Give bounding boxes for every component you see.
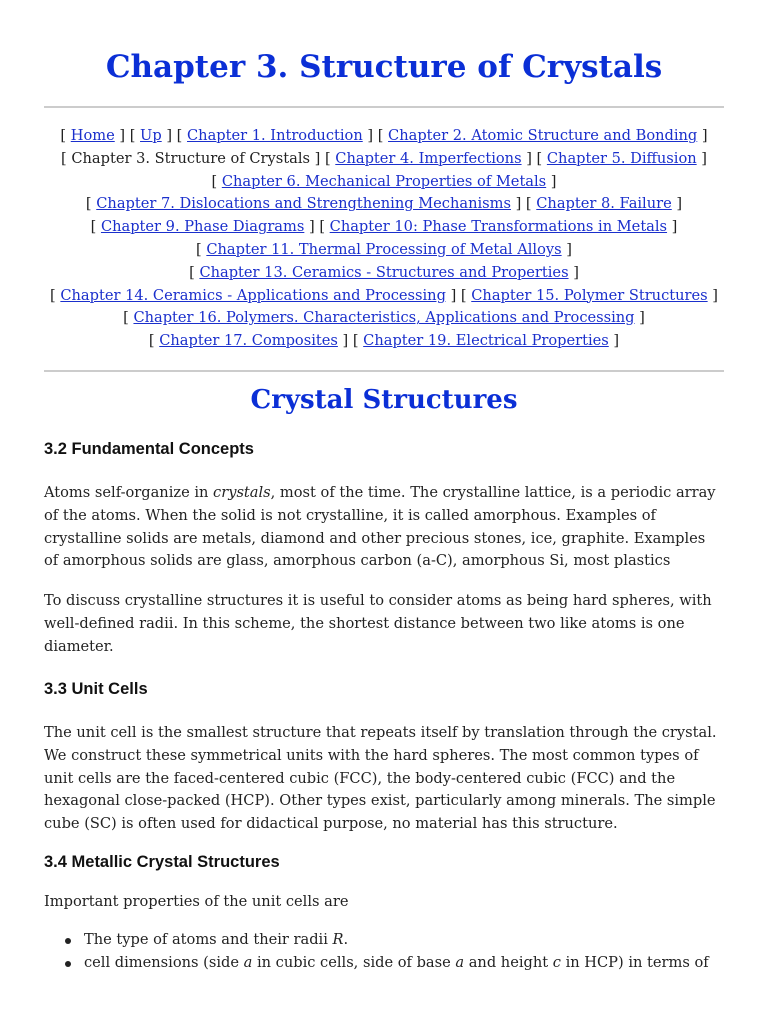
text-run: in cubic cells, side of base xyxy=(252,953,456,971)
nav-separator: ] [ xyxy=(337,332,364,350)
italic-text: crystals xyxy=(213,484,271,501)
nav-link-chapter-15-polymer-structures[interactable]: Chapter 15. Polymer Structures xyxy=(471,286,708,304)
nav-separator: ] [ xyxy=(304,218,330,236)
nav-separator: ] [ xyxy=(445,286,472,304)
nav-separator: [ xyxy=(189,263,200,281)
nav-link-chapter-4-imperfections[interactable]: Chapter 4. Imperfections xyxy=(335,149,522,167)
nav-separator: ] xyxy=(671,195,683,213)
nav-separator: ] xyxy=(608,332,620,350)
nav-separator: ] xyxy=(634,309,645,327)
paragraph-important-properties: Important properties of the unit cells are xyxy=(44,893,349,910)
nav-line xyxy=(38,307,730,330)
nav-line xyxy=(38,216,730,239)
nav-line xyxy=(38,285,730,308)
nav-separator: ] xyxy=(707,286,718,304)
nav-separator: [ xyxy=(196,240,207,258)
nav-link-chapter-11-thermal-processing-of-metal-alloys[interactable]: Chapter 11. Thermal Processing of Metal Alloys xyxy=(206,240,562,258)
nav-link-chapter-17-composites[interactable]: Chapter 17. Composites xyxy=(159,332,338,350)
nav-line xyxy=(38,193,730,216)
nav-link-chapter-2-atomic-structure-and-bonding[interactable]: Chapter 2. Atomic Structure and Bonding xyxy=(388,127,698,144)
chapter-title: Chapter 3. Structure of Crystals xyxy=(105,49,663,85)
nav-link-chapter-6-mechanical-properties-of-metals[interactable]: Chapter 6. Mechanical Properties of Metals xyxy=(221,172,547,190)
nav-separator: ] [ xyxy=(510,195,537,213)
bullet-icon xyxy=(65,961,71,967)
nav-link-chapter-8-failure[interactable]: Chapter 8. Failure xyxy=(536,195,672,213)
nav-link-chapter-5-diffusion[interactable]: Chapter 5. Diffusion xyxy=(546,149,697,167)
nav-separator: [ xyxy=(50,286,61,304)
nav-link-chapter-9-phase-diagrams[interactable]: Chapter 9. Phase Diagrams xyxy=(100,218,305,236)
italic-text: a xyxy=(243,953,253,971)
horizontal-rule-top xyxy=(44,106,724,108)
nav-separator: ] xyxy=(568,263,579,281)
list-item xyxy=(44,952,724,975)
nav-link-chapter-10-phase-transformations-in-metals[interactable]: Chapter 10: Phase Transformations in Metals xyxy=(329,218,668,236)
nav-separator: ] [ xyxy=(521,149,547,167)
nav-separator: ] xyxy=(697,127,708,144)
nav-line xyxy=(38,125,730,148)
text-run: in HCP) in terms of xyxy=(560,953,709,971)
nav-link-chapter-14-ceramics-applications-and-processing[interactable]: Chapter 14. Ceramics - Applications and Processing xyxy=(60,286,446,304)
italic-text: c xyxy=(552,953,561,971)
text-run: cell dimensions (side xyxy=(84,953,244,971)
italic-text: R xyxy=(332,931,344,948)
nav-separator: [ xyxy=(211,172,222,190)
nav-separator: ] xyxy=(561,240,572,258)
italic-text: a xyxy=(455,953,465,971)
nav-line xyxy=(38,239,730,262)
bullet-icon xyxy=(65,938,71,944)
paragraph-atoms-self-organize xyxy=(44,482,724,573)
nav-link-chapter-19-electrical-properties[interactable]: Chapter 19. Electrical Properties xyxy=(363,332,609,350)
nav-separator: [ xyxy=(123,309,134,327)
text-run: and height xyxy=(464,953,553,971)
text-run: Atoms self-organize in xyxy=(44,484,214,501)
text-run: The type of atoms and their radii xyxy=(84,931,333,948)
section-title: Crystal Structures xyxy=(250,385,518,415)
nav-separator: ] xyxy=(546,172,557,190)
horizontal-rule-bottom xyxy=(44,370,724,372)
nav-separator: ] xyxy=(667,218,678,236)
nav-separator: [ xyxy=(148,332,160,350)
list-item xyxy=(44,929,724,952)
nav-link-chapter-7-dislocations-and-strengthening-mechanisms[interactable]: Chapter 7. Dislocations and Strengthening Mechanisms xyxy=(96,195,511,213)
text-run: . xyxy=(343,931,349,948)
paragraph-unit-cell: The unit cell is the smallest structure that repeats itself by translation through the crystal. We construct these symmetrical units with the hard spheres. The most common types of unit cells are the faced-centered cubic (FCC), the body-centered cubic (FCC) and the hexagonal close-packed (HCP). Other types exist, particularly among minerals. The simple cube (SC) is often used for didactical purpose, no material has this structure. xyxy=(44,724,717,833)
nav-link-chapter-13-ceramics-structures-and-properties[interactable]: Chapter 13. Ceramics - Structures and Properties xyxy=(199,263,569,281)
nav-separator: ] [ xyxy=(114,127,141,144)
nav-separator: ] [ xyxy=(362,127,389,144)
paragraph-hard-spheres: To discuss crystalline structures it is useful to consider atoms as being hard spheres, with well-defined radii. In this scheme, the shortest distance between two like atoms is one diameter. xyxy=(44,592,712,655)
nav-link-home[interactable]: Home xyxy=(70,127,115,144)
nav-separator: ] [ xyxy=(161,127,188,144)
nav-line xyxy=(38,330,730,353)
nav-link-chapter-16-polymers-characteristics-applications-and-processing[interactable]: Chapter 16. Polymers. Characteristics, Applications and Processing xyxy=(133,309,635,327)
nav-separator: [ xyxy=(85,195,97,213)
heading-unit-cells: 3.3 Unit Cells xyxy=(44,680,148,698)
unit-cell-properties-list xyxy=(44,929,724,975)
nav-line xyxy=(38,148,730,171)
nav-link-chapter-1-introduction[interactable]: Chapter 1. Introduction xyxy=(187,127,363,144)
chapter-navigation xyxy=(38,125,730,353)
heading-fundamental-concepts: 3.2 Fundamental Concepts xyxy=(44,440,254,458)
nav-link-up[interactable]: Up xyxy=(140,127,162,144)
nav-separator: [ xyxy=(60,127,71,144)
nav-line xyxy=(38,262,730,285)
nav-separator: [ Chapter 3. Structure of Crystals ] [ xyxy=(61,149,336,167)
text-run: , most of the time. The crystalline lattice, is a periodic array of the atoms. When the solid is not crystalline, it is called amorphous. Examples of crystalline solids are metals, diamond and other precious stones, ice, graphite. Examples of amorphous solids are glass, amorphous carbon (a-C), amorphous Si, most plastics xyxy=(44,484,716,570)
nav-separator: [ xyxy=(90,218,101,236)
nav-separator: ] xyxy=(696,149,707,167)
heading-metallic-crystal-structures: 3.4 Metallic Crystal Structures xyxy=(44,853,280,871)
nav-line xyxy=(38,171,730,194)
